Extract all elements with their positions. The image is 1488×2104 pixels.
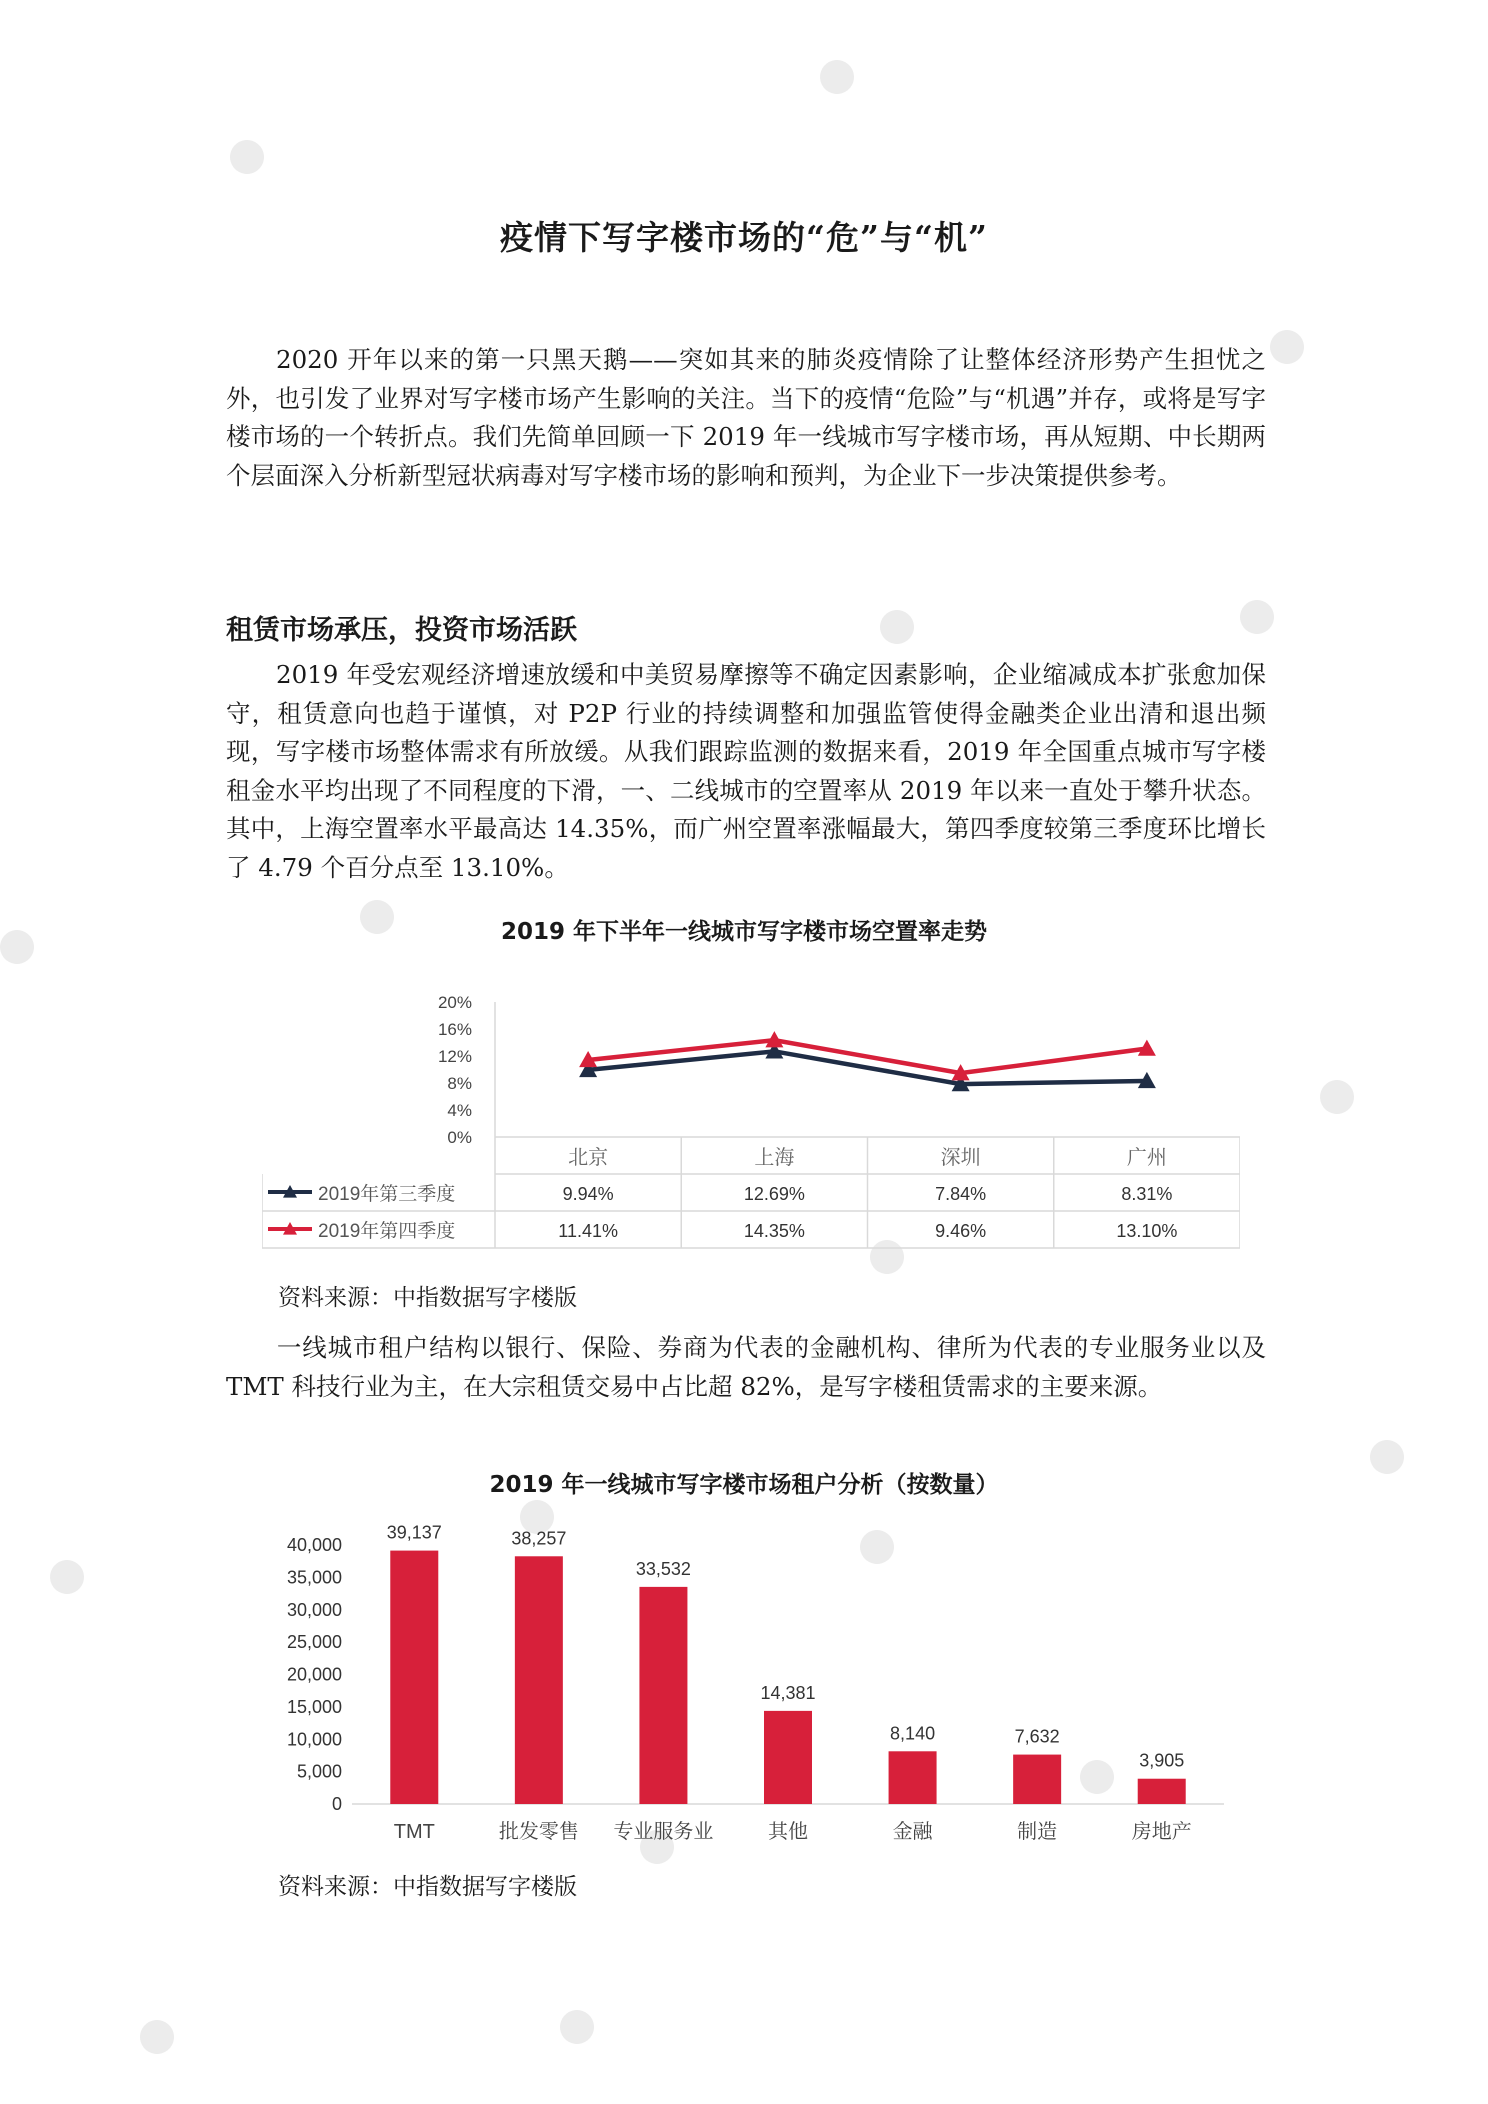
creis-watermark — [43, 1553, 91, 1601]
section-heading: 租赁市场承压，投资市场活跃 — [226, 615, 577, 646]
tenant-bar-chart — [262, 1510, 1232, 1845]
table-value: 9.46% — [935, 1221, 987, 1241]
creis-watermark — [813, 53, 861, 101]
y-tick-label: 35,000 — [286, 1567, 342, 1588]
intro-text: 2020 开年以来的第一只黑天鹅——突如其来的肺炎疫情除了让整体经济形势产生担忧之外，也引发了业界对写字楼市场产生影响的关注。当下的疫情“危险”与“机遇”并存，或将是写字楼市场的一个转折点。我们先简单回顾一下 2019 年一线城市写字楼市场，再从短期、中长期两个层面深入分析新型冠状病毒对写字楼市场的影响和预判，为企业下一步决策提供参考。 — [226, 345, 1266, 490]
creis-watermark — [553, 2003, 601, 2051]
creis-watermark — [1233, 593, 1281, 641]
watermark-logo-icon — [873, 603, 921, 651]
watermark-logo-icon — [43, 1553, 91, 1601]
watermark-logo-icon — [1313, 1073, 1361, 1121]
category-label: 北京 — [568, 1147, 609, 1169]
bar-value-label: 39,137 — [386, 1522, 442, 1543]
creis-watermark — [1313, 1073, 1361, 1121]
category-label: 批发零售 — [498, 1821, 579, 1843]
table-value: 13.10% — [1116, 1221, 1178, 1241]
paragraph-3-text: 一线城市租户结构以银行、保险、券商为代表的金融机构、律所为代表的专业服务业以及 TMT 科技行业为主，在大宗租赁交易中占比超 82%，是写字楼租赁需求的主要来源。 — [226, 1333, 1266, 1401]
y-tick-label: 20% — [437, 993, 472, 1012]
y-tick-label: 0 — [331, 1794, 342, 1814]
table-value: 9.94% — [562, 1184, 614, 1204]
bar-value-label: 8,140 — [890, 1723, 936, 1744]
bar-4 — [764, 1711, 812, 1804]
y-tick-label: 25,000 — [286, 1632, 342, 1653]
category-label: 房地产 — [1131, 1821, 1192, 1843]
category-label: 深圳 — [940, 1147, 981, 1169]
y-tick-label: 5,000 — [296, 1761, 342, 1782]
category-label: TMT — [393, 1821, 435, 1843]
category-label: 金融 — [892, 1821, 933, 1843]
y-tick-label: 30,000 — [286, 1599, 342, 1620]
y-tick-label: 8% — [447, 1074, 472, 1093]
intro-paragraph — [226, 341, 1266, 495]
creis-watermark — [133, 2013, 181, 2061]
y-tick-label: 4% — [447, 1101, 472, 1120]
y-tick-label: 15,000 — [286, 1696, 342, 1717]
watermark-logo-icon — [813, 53, 861, 101]
category-label: 广州 — [1126, 1147, 1167, 1169]
bar-value-label: 7,632 — [1014, 1726, 1060, 1747]
bar-2 — [515, 1556, 563, 1804]
bar-value-label: 38,257 — [511, 1528, 567, 1549]
watermark-logo-icon — [1263, 323, 1311, 371]
category-label: 制造 — [1017, 1821, 1058, 1843]
source-note-1: 资料来源：中指数据写字楼版 — [278, 1285, 577, 1311]
creis-watermark — [1263, 323, 1311, 371]
bar-6 — [1013, 1755, 1061, 1804]
category-label: 专业服务业 — [613, 1821, 714, 1843]
category-label: 上海 — [754, 1147, 795, 1169]
table-value: 14.35% — [743, 1221, 805, 1241]
legend-label: 2019年第四季度 — [318, 1221, 456, 1242]
table-value: 8.31% — [1121, 1184, 1173, 1204]
y-tick-label: 40,000 — [286, 1535, 342, 1555]
watermark-logo-icon — [553, 2003, 601, 2051]
table-value: 7.84% — [935, 1184, 987, 1204]
bar-3 — [639, 1587, 687, 1804]
y-tick-label: 0% — [447, 1128, 472, 1147]
table-value: 11.41% — [558, 1221, 618, 1241]
category-label: 其他 — [768, 1821, 808, 1843]
bar-value-label: 3,905 — [1139, 1750, 1185, 1771]
y-tick-label: 10,000 — [286, 1729, 342, 1750]
vacancy-chart-title: 2019 年下半年一线城市写字楼市场空置率走势 — [500, 919, 988, 945]
watermark-logo-icon — [1233, 593, 1281, 641]
y-tick-label: 20,000 — [286, 1664, 342, 1685]
y-tick-label: 16% — [437, 1020, 472, 1039]
bar-7 — [1138, 1779, 1186, 1804]
bar-1 — [390, 1551, 438, 1804]
tenant-chart-title: 2019 年一线城市写字楼市场租户分析（按数量） — [489, 1472, 999, 1498]
paragraph-2-text: 2019 年受宏观经济增速放缓和中美贸易摩擦等不确定因素影响，企业缩减成本扩张愈加保守，租赁意向也趋于谨慎，对 P2P 行业的持续调整和加强监管使得金融类企业出清和退出频现，写字楼市场整体需求有所放缓。从我们跟踪监测的数据来看，2019 年全国重点城市写字楼租金水平均出现了不同程度的下滑，一、二线城市的空置率从 2019 年以来一直处于攀升状态。其中，上海空置率水平最高达 14.35%，而广州空置率涨幅最大，第四季度较第三季度环比增长了 4.79 个百分点至 13.10%。 — [226, 660, 1266, 882]
creis-watermark — [223, 133, 271, 181]
creis-watermark — [873, 603, 921, 651]
table-value: 12.69% — [743, 1184, 805, 1204]
legend-label: 2019年第三季度 — [318, 1184, 456, 1205]
bar-5 — [889, 1751, 937, 1804]
paragraph-2 — [226, 656, 1266, 887]
paragraph-3 — [226, 1329, 1266, 1406]
source-note-2: 资料来源：中指数据写字楼版 — [278, 1874, 577, 1900]
watermark-logo-icon — [223, 133, 271, 181]
bar-value-label: 33,532 — [635, 1558, 691, 1579]
vacancy-rate-chart — [262, 975, 1240, 1250]
watermark-logo-icon — [133, 2013, 181, 2061]
page-title: 疫情下写字楼市场的“危”与“机” — [500, 218, 988, 257]
y-tick-label: 12% — [437, 1047, 472, 1066]
bar-value-label: 14,381 — [760, 1682, 816, 1703]
